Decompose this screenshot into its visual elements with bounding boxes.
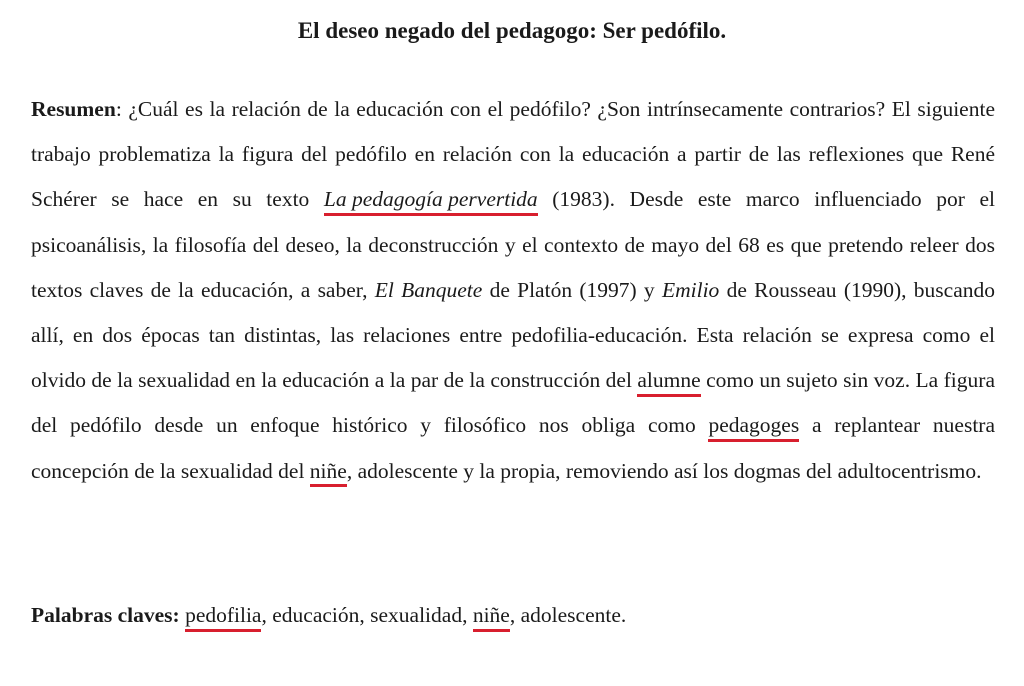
abstract-label: Resumen (31, 97, 116, 121)
abstract-text: a replantear nuestra concepción de la sexualidad del (31, 413, 995, 483)
highlighted-term: alumne (637, 368, 700, 397)
abstract-text: de Rousseau (1990), buscando allí, en dos épocas tan distintas, las relaciones entre pedofilia-educación. Esta relación se expresa como el olvido de la sexualidad en la educación a la par de la construcción del (31, 277, 995, 393)
keywords-line (31, 600, 995, 632)
abstract-text: , adolescente y la propia, removiendo así los dogmas del adultocentrismo. (346, 458, 982, 483)
book-title-highlighted: La pedagogía pervertida (324, 187, 538, 216)
keywords-label: Palabras claves: (31, 603, 180, 627)
keywords-text: , adolescente. (509, 603, 627, 627)
abstract-paragraph (31, 87, 995, 494)
abstract-text: (1983). Desde este marco influenciado por el psicoanálisis, la filosofía del deseo, la deconstrucción y el contexto de mayo del 68 es que pretendo releer dos textos claves de la educación, a saber, (31, 187, 996, 302)
work-title: Emilio (661, 277, 720, 302)
highlighted-keyword: pedofilia (185, 603, 261, 632)
abstract-text: : ¿Cuál es la relación de la educación con el pedófilo? ¿Son intrínsecamente contrarios? El siguiente trabajo problematiza la figura del pedófilo en relación con la educación a partir de las reflexiones que René Schérer se hace en su texto (31, 97, 995, 212)
work-title: El Banquete (374, 277, 483, 302)
highlighted-keyword: niñe (473, 603, 510, 632)
highlighted-term: pedagoges (708, 413, 799, 442)
highlighted-term: niñe (310, 459, 347, 488)
keywords-text: , educación, sexualidad, (261, 603, 473, 627)
document-title: El deseo negado del pedagogo: Ser pedófilo. (297, 18, 727, 43)
abstract-text: como un sujeto sin voz. La figura del pedófilo desde un enfoque histórico y filosófico nos obliga como (31, 368, 995, 438)
abstract-text: de Platón (1997) y (482, 277, 662, 302)
